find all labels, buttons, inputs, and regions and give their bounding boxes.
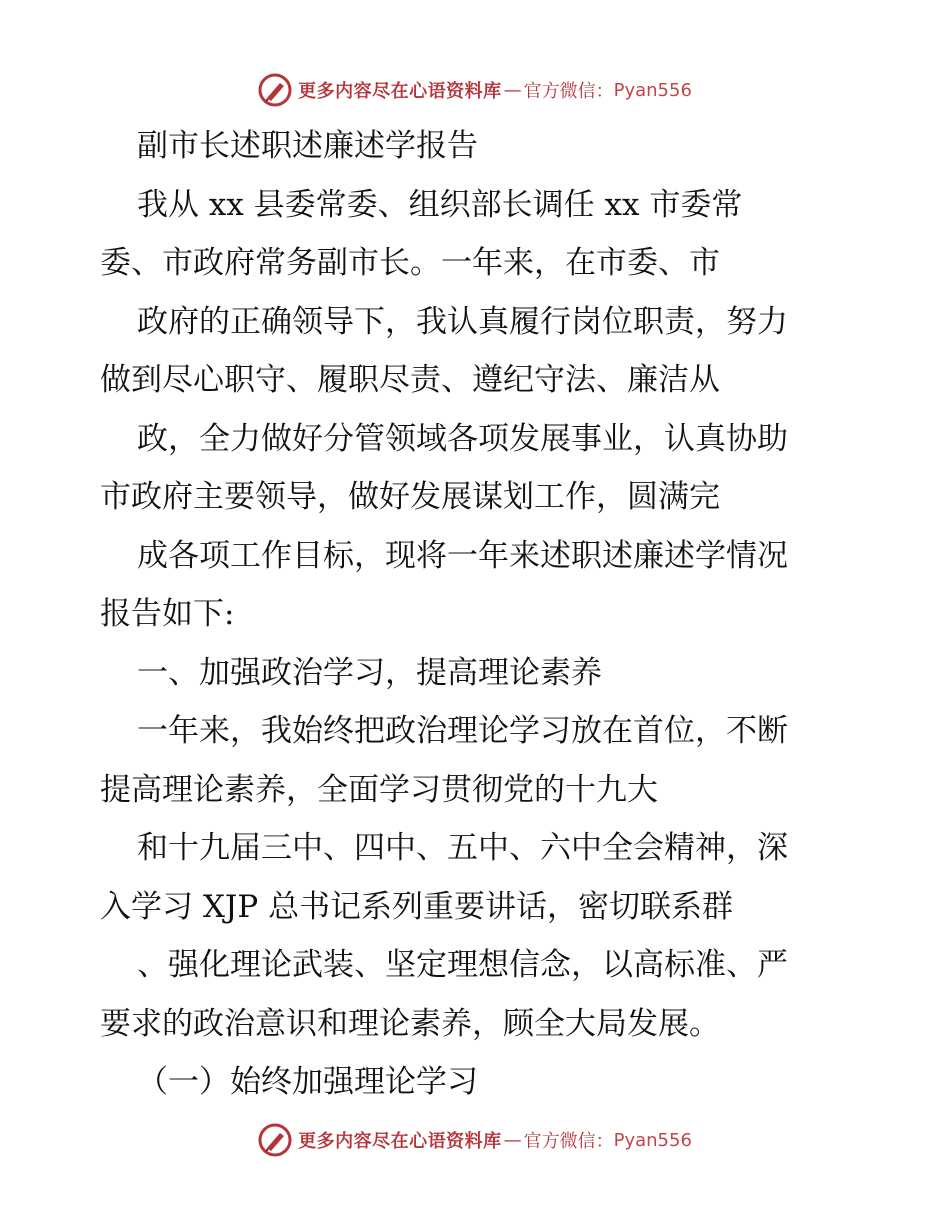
paragraph-line: 做到尽心职守、履职尽责、遵纪守法、廉洁从 — [100, 362, 720, 398]
paragraph-line: 成各项工作目标，现将一年来述职述廉述学情况 — [137, 538, 788, 574]
header-watermark — [0, 70, 950, 110]
pen-logo-icon — [258, 1123, 292, 1157]
watermark-handle: Pyan556 — [613, 1129, 692, 1151]
watermark-dash: — — [503, 1129, 522, 1151]
watermark-handle: Pyan556 — [613, 79, 692, 101]
paragraph-line: 政，全力做好分管领域各项发展事业，认真协助 — [137, 421, 788, 457]
watermark-dash: — — [503, 79, 522, 101]
paragraph-line: 一年来，我始终把政治理论学习放在首位，不断 — [137, 713, 788, 749]
paragraph-line: 市政府主要领导，做好发展谋划工作，圆满完 — [100, 479, 720, 515]
subsection-heading: （一）始终加强理论学习 — [137, 1064, 478, 1100]
paragraph-line: 、强化理论武装、坚定理想信念，以高标准、严 — [137, 947, 788, 983]
section-heading: 一、加强政治学习，提高理论素养 — [137, 655, 602, 691]
footer-watermark — [0, 1120, 950, 1160]
paragraph-line: 入学习 XJP 总书记系列重要讲话，密切联系群 — [100, 889, 734, 925]
watermark-suffix: 官方微信： — [523, 81, 614, 102]
paragraph-line: 和十九届三中、四中、五中、六中全会精神，深 — [137, 830, 788, 866]
watermark-text: 更多内容尽在心语资料库 — [298, 1131, 502, 1152]
watermark-text: 更多内容尽在心语资料库 — [298, 81, 502, 102]
document-title: 副市长述职述廉述学报告 — [137, 128, 478, 164]
paragraph-line: 提高理论素养，全面学习贯彻党的十九大 — [100, 772, 658, 808]
pen-logo-icon — [258, 73, 292, 107]
watermark-suffix: 官方微信： — [523, 1131, 614, 1152]
paragraph-line: 委、市政府常务副市长。一年来，在市委、市 — [100, 245, 720, 281]
paragraph-line: 要求的政治意识和理论素养，顾全大局发展。 — [100, 1006, 720, 1042]
paragraph-line: 政府的正确领导下，我认真履行岗位职责，努力 — [137, 304, 788, 340]
paragraph-line: 我从 xx 县委常委、组织部长调任 xx 市委常 — [137, 187, 743, 223]
paragraph-line: 报告如下: — [100, 596, 235, 632]
